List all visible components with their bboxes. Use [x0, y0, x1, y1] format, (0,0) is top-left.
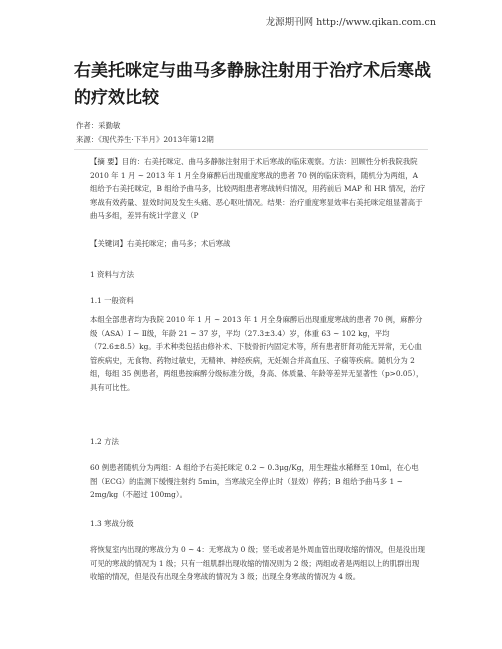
- abstract: [90, 155, 426, 223]
- paragraph-methods: 60 例患者随机分为两组：A 组给予右美托咪定 0.2 ~ 0.3μg/Kg，用生理盐水稀释至 10ml，在心电图（ECG）的监测下缓慢注射约 5min，当寒战完全停止时（显效）停药；B 组给予曲马多 1 ~ 2mg/kg（不超过 100mg）。: [90, 463, 419, 500]
- section-heading: 1 资料与方法: [90, 270, 135, 279]
- abstract-text: 目的：右美托咪定、曲马多静脉注射用于术后寒战的临床观察。方法：回顾性分析我院我院 2010 年 1 月 ~ 2013 年 1 月全身麻醉后出现重度寒战的患者 70 例的临床资料，随机分为两组，A 组给予右美托咪定，B 组给予曲马多，比较两组患者寒战转归情况，用药前后 MAP 和 HR 情况，治疗寒战有效药量、显效时间及发生头痛、恶心呕吐情况。结果：治疗重度寒显效率右美托咪定组显著高于曲马多组，差异有统计学意义（P: [90, 157, 426, 221]
- keywords: [90, 237, 426, 251]
- subsection-heading: 1.1 一般资料: [90, 296, 134, 305]
- keywords-label: 【关键词】: [90, 239, 127, 248]
- abstract-label: 【摘 要】: [90, 157, 122, 166]
- keywords-text: 右美托咪定；曲马多；术后寒战: [126, 239, 231, 248]
- subsection-heading: 1.2 方法: [90, 437, 119, 446]
- paragraph-general-info: 本组全部患者均为我院 2010 年 1 月 ~ 2013 年 1 月全身麻醉后出现重度寒战的患者 70 例，麻醉分级（ASA）Ⅰ ~ Ⅱ级，年龄 21 ~ 37 岁，平均（27.3±3.4）岁，体重 63 ~ 102 kg，平均（72.6±8.5）kg。手术种类包括由修补术、下肢骨折内固定术等，所有患者肝肾功能无异常，无心血管疾病史，无食物、药物过敏史，无精神、神经疾病，无妊娠合并高血压、子痫等疾病。随机分为 2 组，每组 35 例患者，两组患按麻醉分级标准分级，身高、体质量、年龄等差异无显著性（p>0.05），具有可比性。: [90, 315, 424, 392]
- author-line: 作者：采勤敏: [76, 121, 121, 130]
- divider: [74, 149, 428, 150]
- subsection-heading: 1.3 寒战分级: [90, 519, 134, 528]
- site-header: 龙源期刊网 http://www.qikan.com.cn: [265, 17, 436, 28]
- paragraph-shiver-grading: 将恢复室内出现的寒战分为 0 ~ 4：无寒战为 0 级；竖毛或者是外周血管出现收缩的情况，但是没出现可见的寒战的情况为 1 级；只有一组肌群出现收缩的情况则为 2 级；两组或者是两组以上的肌群出现收缩的情况，但是没有出现全身寒战的情况为 3 级；出现全身寒战的情况为 4 级。: [90, 545, 426, 582]
- article-title: 右美托咪定与曲马多静脉注射用于治疗术后寒战的疗效比较: [74, 61, 431, 108]
- source-line: 来源：《现代养生·下半月》2013年第12期: [76, 135, 214, 144]
